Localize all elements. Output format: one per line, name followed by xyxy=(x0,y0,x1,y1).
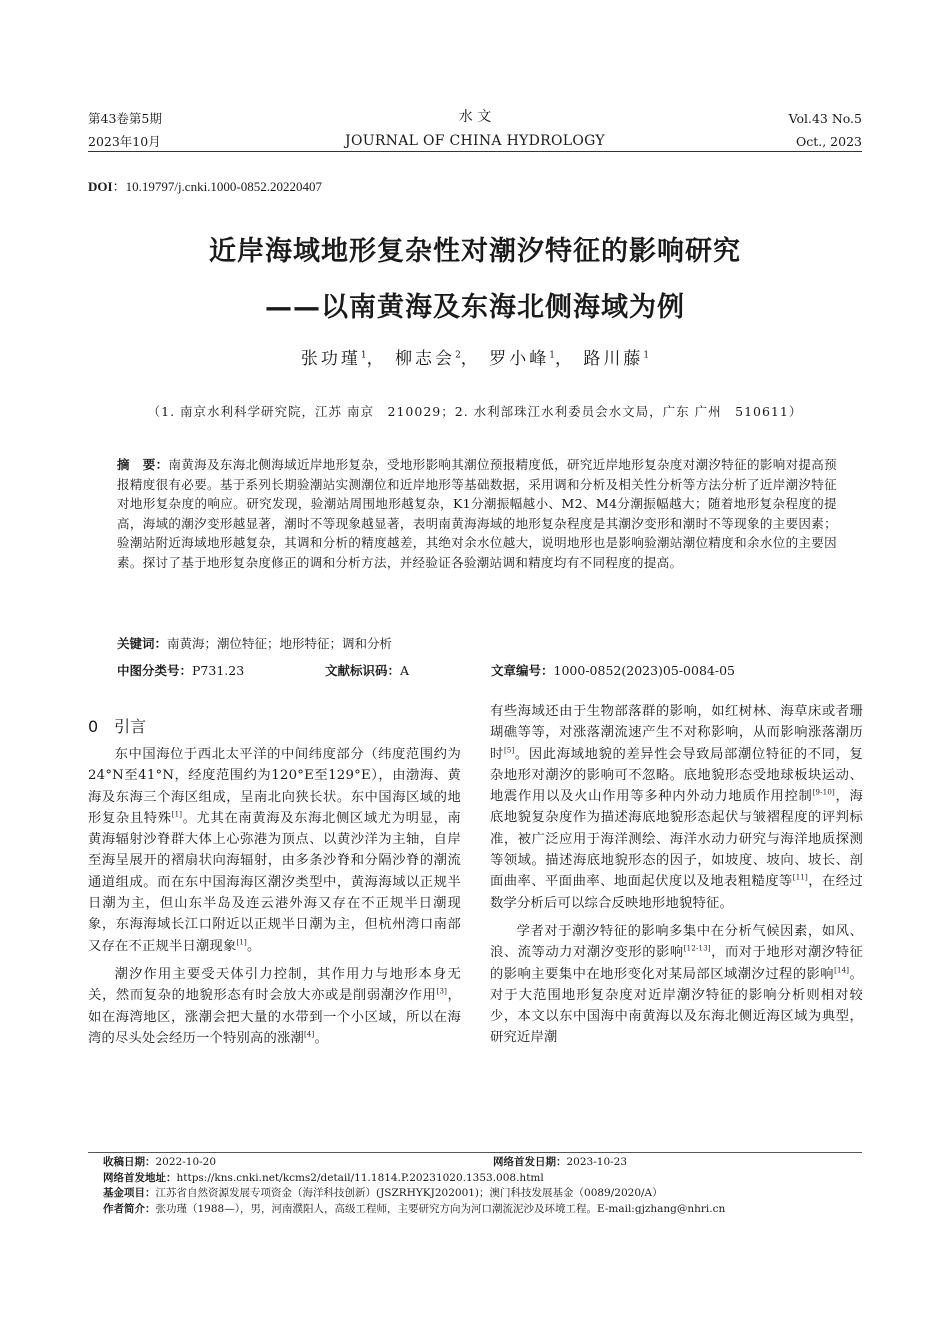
body-paragraph: 潮汐作用主要受天体引力控制，其作用力与地形本身无关，然而复杂的地貌形态有时会放大亦或是削弱潮汐作用[3]，如在海湾地区，涨潮会把大量的水带到一个小区域，所以在海湾的尽头处会经历一个特别高的涨潮[4]。 xyxy=(88,966,462,1046)
footnote-rule xyxy=(88,1152,862,1153)
citation: [3] xyxy=(436,987,448,996)
journal-name-cn: 水 文 xyxy=(458,109,492,125)
funding: 基金项目：江苏省自然资源发展专项资金（海洋科技创新）(JSZRHYKJ202001)；澳门科技发展基金（0089/2020/A） xyxy=(103,1187,663,1199)
article-number xyxy=(491,661,735,679)
clc-label: 中图分类号： xyxy=(117,663,193,678)
paper-subtitle: ——以南黄海及东海北侧海域为例 xyxy=(265,292,685,323)
citation: [14] xyxy=(834,966,850,975)
online-url: 网络首发地址：https://kns.cnki.net/kcms2/detail/11.1814.P.20231020.1353.008.html xyxy=(103,1171,544,1184)
article-number-value: 1000-0852(2023)05-0084-05 xyxy=(553,663,735,678)
header-volume-issue: 第43卷第5期 xyxy=(88,111,162,126)
author-affiliation-mark: 1 xyxy=(549,350,555,361)
citation: [5] xyxy=(503,746,515,755)
right-column xyxy=(490,701,863,1049)
online-date: 网络首发日期：2023-10-23 xyxy=(493,1156,628,1168)
citation: [9-10] xyxy=(812,788,835,797)
author-name: 罗小峰 xyxy=(489,349,550,369)
author-name: 张功瑾 xyxy=(300,349,361,369)
body-paragraph: 有些海域还由于生物部落群的影响，如红树林、海草床或者珊瑚礁等等，对涨落潮流速产生不对称影响，从而影响涨落潮历时[5]。因此海域地貌的差异性会导致局部潮位特征的不同，复杂地形对潮汐的影响可不忽略。底地貌形态受地球板块运动、地震作用以及火山作用等多种内外动力地质作用控制[9-10]，海底地貌复杂度作为描述海底地貌形态起伏与皱褶程度的评判标准，被广泛应用于海洋测绘、海洋水动力研究与海洋地质探测等领域。描述海底地貌形态的因子，如坡度、坡向、坡长、剖面曲率、平面曲率、地面起伏度以及地表粗糙度等[11]，在经过数学分析后可以综合反映地形地貌特征。 xyxy=(490,704,864,911)
paper-title: 近岸海域地形复杂性对潮汐特征的影响研究 xyxy=(209,236,741,267)
keywords-label: 关键词： xyxy=(117,636,168,651)
header-date-en: Oct., 2023 xyxy=(795,134,862,149)
keywords-text: 南黄海；潮位特征；地形特征；调和分析 xyxy=(167,636,393,651)
left-column xyxy=(88,744,461,1049)
author-name: 柳志会 xyxy=(395,349,456,369)
author-affiliation-mark: 2 xyxy=(455,350,461,361)
header-volume-en: Vol.43 No.5 xyxy=(788,111,862,126)
doi: DOI：10.19797/j.cnki.1000-0852.20220407 xyxy=(88,179,323,194)
body-paragraph: 学者对于潮汐特征的影响多集中在分析气候因素，如风、浪、流等动力对潮汐变形的影响[12-13]，而对于地形对潮汐特征的影响主要集中在地形变化对某局部区域潮汐过程的影响[14]。对于大范围地形复杂度对近岸潮汐特征的影响分析则相对较少，本文以东中国海中南黄海以及东海北侧近海区域为典型，研究近岸潮 xyxy=(490,923,863,1046)
clc-value: P731.23 xyxy=(192,663,245,678)
abstract xyxy=(117,455,837,573)
clc-number xyxy=(117,661,244,679)
document-code-value: A xyxy=(400,663,410,678)
affiliations: （1. 南京水利科学研究院，江苏 南京 210029；2. 水利部珠江水利委员会水文局，广东 广州 510611） xyxy=(147,404,803,419)
document-code-label: 文献标识码： xyxy=(325,663,401,678)
citation: [11] xyxy=(792,873,808,882)
article-number-label: 文章编号： xyxy=(491,663,554,678)
received-date: 收稿日期：2022-10-20 xyxy=(103,1156,217,1168)
body-paragraph: 东中国海位于西北太平洋的中间纬度部分（纬度范围约为24°N至41°N，经度范围约为120°E至129°E），由渤海、黄海及东海三个海区组成，呈南北向狭长状。东中国海区域的地形复杂且特殊[1]。尤其在南黄海及东海北侧区域尤为明显，南黄海辐射沙脊群大体上心弥港为顶点、以黄沙洋为主轴，自岸至海呈展开的褶扇状向海辐射，由多条沙脊和分隔沙脊的潮流通道组成。而在东中国海海区潮汐类型中，黄海海域以正规半日潮为主，但山东半岛及连云港外海又存在不正规半日潮现象，东海海域长江口附近以正规半日潮为主，但杭州湾口南部又存在不正规半日潮现象[1]。 xyxy=(88,747,462,954)
header-rule xyxy=(88,151,862,152)
citation: [1] xyxy=(171,810,183,819)
doi-label: DOI xyxy=(88,179,113,194)
document-code xyxy=(325,661,409,679)
citation: [4] xyxy=(303,1030,315,1039)
author-name: 路川藤 xyxy=(583,349,644,369)
header-date: 2023年10月 xyxy=(88,134,161,149)
section-heading: 0 引言 xyxy=(88,717,147,736)
citation: [1] xyxy=(236,938,247,947)
journal-name-en: JOURNAL OF CHINA HYDROLOGY xyxy=(345,133,605,149)
author-list: 张功瑾$^1$， 柳志会$^2$， 罗小峰$^1$， 路川藤$^1$ xyxy=(300,349,650,369)
author-affiliation-mark: 1 xyxy=(360,350,367,361)
author-affiliation-mark: 1 xyxy=(643,350,650,361)
abstract-text: 南黄海及东海北侧海域近岸地形复杂，受地形影响其潮位预报精度低，研究近岸地形复杂度对潮汐特征的影响对提高预报精度很有必要。基于系列长期验潮站实测潮位和近岸地形等基础数据，采用调和分析及相关性分析等方法分析了近岸潮汐特征对地形复杂度的响应。研究发现，验潮站周围地形越复杂，K1分潮振幅越小、M2、M4分潮振幅越大；随着地形复杂程度的提高，海域的潮汐变形越显著，潮时不等现象越显著，表明南黄海海域的地形复杂程度是其潮汐变形和潮时不等现象的主要因素；验潮站附近海域地形越复杂，其调和分析的精度越差，其绝对余水位越大，说明地形也是影响验潮站潮位精度和余水位的主要因素。探讨了基于地形复杂度修正的调和分析方法，并经验证各验潮站调和精度均有不同程度的提高。 xyxy=(117,457,838,570)
footnotes xyxy=(103,1155,863,1217)
abstract-label: 摘 要： xyxy=(117,457,169,472)
citation: [12-13] xyxy=(683,944,711,953)
doi-value: 10.19797/j.cnki.1000-0852.20220407 xyxy=(125,179,323,194)
keywords xyxy=(117,634,392,652)
author-bio: 作者简介：张功瑾（1988—），男，河南濮阳人，高级工程师，主要研究方向为河口潮流泥沙及环境工程。E-mail:gjzhang@nhri.cn xyxy=(103,1202,726,1215)
